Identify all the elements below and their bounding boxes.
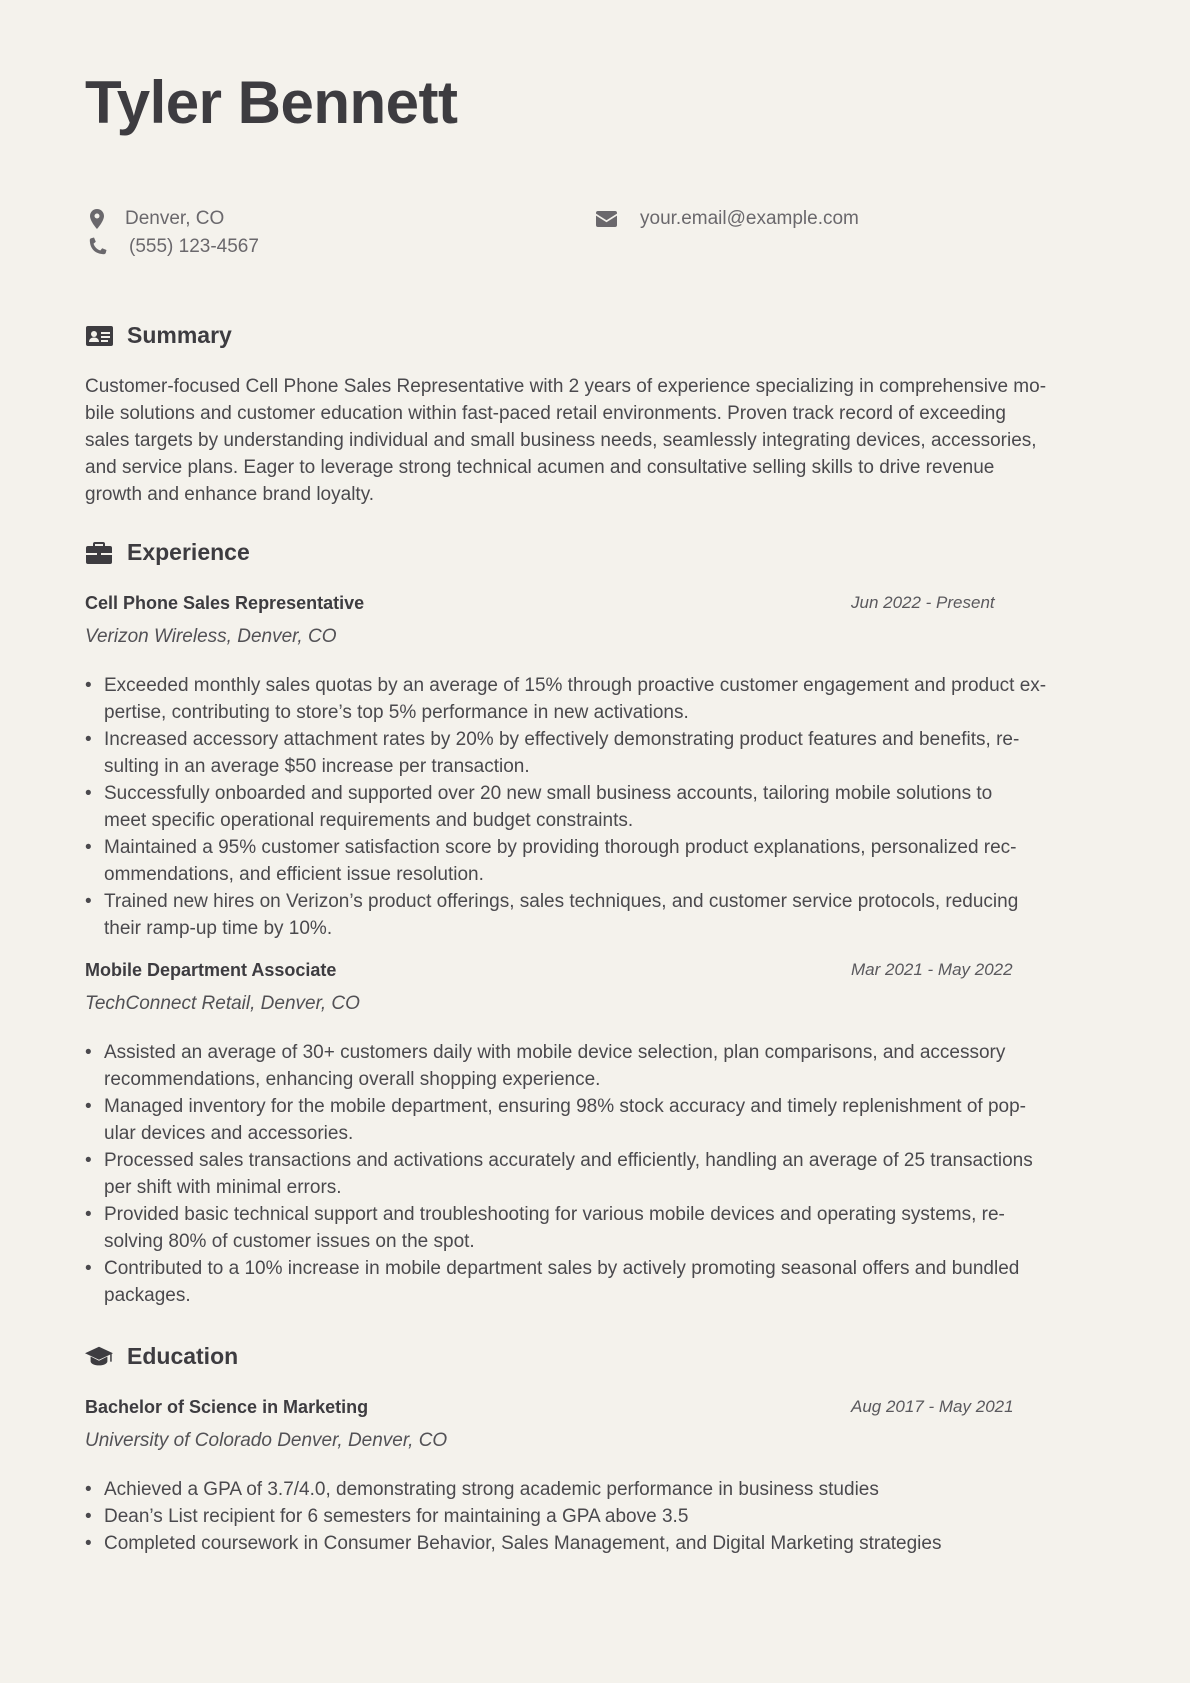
summary-line: bile solutions and customer education within fast-paced retail environments. Proven track record of exceeding xyxy=(85,403,1006,424)
phone-text: (555) 123-4567 xyxy=(129,236,259,257)
list-item: • Provided basic technical support and troubleshooting for various mobile devices and operating systems, re- solving 80% of customer issues on the spot. xyxy=(85,1201,1105,1255)
job-organization: TechConnect Retail, Denver, CO xyxy=(85,993,360,1014)
contact-email xyxy=(594,208,859,230)
summary-line: sales targets by understanding individual and small business needs, seamlessly integrating devices, accessories, xyxy=(85,430,1037,451)
education-organization: University of Colorado Denver, Denver, CO xyxy=(85,1430,448,1451)
list-item: • Completed coursework in Consumer Behavior, Sales Management, and Digital Marketing strategies xyxy=(85,1530,1105,1557)
list-item: • Contributed to a 10% increase in mobile department sales by actively promoting seasonal offers and bundled packages. xyxy=(85,1255,1105,1309)
list-item: • Trained new hires on Verizon’s product offerings, sales techniques, and customer service protocols, reducing their ramp-up time by 10%. xyxy=(85,888,1105,942)
education-bullets xyxy=(85,1476,1105,1557)
list-item: • Increased accessory attachment rates by 20% by effectively demonstrating product features and benefits, re- sulting in an average $50 increase per transaction. xyxy=(85,726,1105,780)
briefcase-icon xyxy=(85,542,113,564)
job-bullets xyxy=(85,1039,1105,1309)
contact-location xyxy=(85,208,224,230)
candidate-name: Tyler Bennett xyxy=(85,69,458,136)
summary-heading-label: Summary xyxy=(127,322,232,348)
list-item: • Managed inventory for the mobile department, ensuring 98% stock accuracy and timely replenishment of pop- ular devices and accessories. xyxy=(85,1093,1105,1147)
education-heading-label: Education xyxy=(127,1343,239,1369)
id-card-icon xyxy=(85,326,113,346)
contact-info xyxy=(85,208,1105,268)
contact-phone xyxy=(85,236,259,258)
list-item: • Dean’s List recipient for 6 semesters for maintaining a GPA above 3.5 xyxy=(85,1503,1105,1530)
summary-text xyxy=(85,373,1105,508)
list-item: • Assisted an average of 30+ customers daily with mobile device selection, plan comparisons, and accessory recommendations, enhancing overall shopping experience. xyxy=(85,1039,1105,1093)
job-bullets xyxy=(85,672,1105,942)
job-title: Cell Phone Sales Representative xyxy=(85,593,365,613)
map-pin-icon xyxy=(85,209,109,229)
education-heading xyxy=(85,1343,238,1370)
list-item: • Successfully onboarded and supported over 20 new small business accounts, tailoring mobile solutions to meet specific operational requirements and budget constraints. xyxy=(85,780,1105,834)
job-dates: Mar 2021 - May 2022 xyxy=(851,960,1013,979)
email-text: your.email@example.com xyxy=(640,208,859,229)
list-item: • Exceeded monthly sales quotas by an average of 15% through proactive customer engagement and product ex- pertise, contributing to store’s top 5% performance in new activations. xyxy=(85,672,1105,726)
summary-line: and service plans. Eager to leverage strong technical acumen and consultative selling skills to drive revenue xyxy=(85,457,995,478)
graduation-cap-icon xyxy=(85,1346,113,1368)
education-dates: Aug 2017 - May 2021 xyxy=(851,1397,1014,1416)
experience-heading xyxy=(85,539,250,566)
experience-heading-label: Experience xyxy=(127,539,250,565)
list-item: • Achieved a GPA of 3.7/4.0, demonstrating strong academic performance in business studies xyxy=(85,1476,1105,1503)
summary-line: growth and enhance brand loyalty. xyxy=(85,484,375,505)
summary-line: Customer-focused Cell Phone Sales Representative with 2 years of experience specializing in comprehensive mo- xyxy=(85,376,1047,397)
job-organization: Verizon Wireless, Denver, CO xyxy=(85,626,337,647)
envelope-icon xyxy=(594,211,618,227)
job-title: Mobile Department Associate xyxy=(85,960,337,980)
list-item: • Maintained a 95% customer satisfaction score by providing thorough product explanations, personalized rec- ommendations, and efficient issue resolution. xyxy=(85,834,1105,888)
summary-heading xyxy=(85,322,232,349)
list-item: • Processed sales transactions and activations accurately and efficiently, handling an average of 25 transactions per shift with minimal errors. xyxy=(85,1147,1105,1201)
degree-title: Bachelor of Science in Marketing xyxy=(85,1397,369,1417)
location-text: Denver, CO xyxy=(125,208,225,229)
phone-icon xyxy=(85,237,109,257)
job-dates: Jun 2022 - Present xyxy=(851,593,995,612)
